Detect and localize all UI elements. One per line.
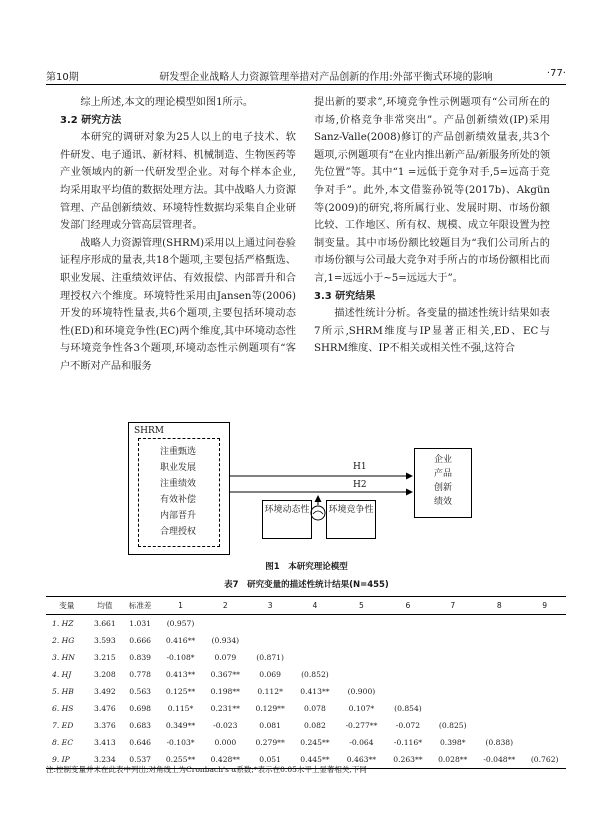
section-heading-3-3: 3.3 研究结果 [314, 290, 376, 302]
variable-cell: 5. HB [52, 687, 74, 696]
dimension-item: 注重绩效 [159, 479, 196, 489]
column-header: 5 [337, 597, 385, 615]
value-cell: (0.825) [438, 721, 467, 730]
variable-cell: 9. IP [46, 751, 88, 769]
value-cell: 0.563 [129, 687, 152, 696]
table-row [46, 632, 566, 649]
value-cell: -0.048** [475, 751, 523, 769]
table-row [46, 717, 566, 734]
value-cell [523, 666, 566, 683]
value-cell: 0.107* [348, 704, 375, 713]
table-row [46, 666, 566, 683]
page-number: ·77· [546, 68, 566, 79]
value-cell: 0.125** [165, 687, 196, 696]
value-cell [293, 615, 338, 633]
value-cell: 0.079 [214, 653, 237, 662]
value-cell: (0.762) [523, 751, 566, 769]
value-cell: (0.852) [301, 670, 329, 679]
table-note: 注:控制变量并未在此表中列出;对角线上为Cronbach's α系数;*表示在0.05水平上显著相关,下同 [46, 765, 367, 774]
research-model-figure [128, 422, 475, 555]
value-cell [430, 649, 475, 666]
moderator-circle [311, 506, 325, 520]
dimension-item: 注重甄选 [159, 447, 196, 457]
value-cell [523, 683, 566, 700]
value-cell: 3.376 [93, 721, 116, 730]
column-header: 标准差 [122, 597, 158, 615]
value-cell: 3.413 [93, 738, 116, 747]
value-cell [430, 666, 475, 683]
value-cell: 3.492 [93, 687, 116, 696]
value-cell: 3.215 [93, 653, 116, 662]
value-cell [386, 683, 431, 700]
value-cell: 0.078 [304, 704, 326, 713]
value-cell [523, 700, 566, 717]
value-cell [475, 700, 523, 717]
value-cell [293, 632, 338, 649]
value-cell [523, 734, 566, 751]
variable-cell: 2. HG [52, 636, 75, 645]
column-header: 变量 [46, 597, 88, 615]
table-row [46, 683, 566, 700]
value-cell: 0.698 [129, 704, 152, 713]
value-cell: 0.028** [430, 751, 475, 769]
header-rule [46, 84, 566, 85]
paragraph: 本研究的调研对象为25人以上的电子技术、软件研发、电子通讯、新材料、机械制造、生物医药等产业领域内的新一代研发型企业。对每个样本企业,均采用取平均值的数据处理方法。其中战略人力资源管理、产品创新绩效、环境特性数据均采集自企业研发部门经理或分管高层管理者。 [60, 132, 296, 232]
value-cell [293, 649, 338, 666]
value-cell [475, 683, 523, 700]
value-cell [430, 632, 475, 649]
value-cell: (0.934) [211, 636, 240, 645]
column-header: 7 [430, 597, 475, 615]
value-cell: 0.231** [210, 704, 240, 713]
value-cell: 3.661 [93, 619, 116, 628]
value-cell [523, 717, 566, 734]
paragraph: 战略人力资源管理(SHRM)采用以上通过问卷验证程序形成的量表,共18个题项,主要包括严格甄选、职业发展、注重绩效评估、有效报偿、内部晋升和合理授权六个维度。环境特性采用由Jansen等(2006)开发的环境特性量表,共6个题项,主要包括环境动态性(ED)和环境竞争性(EC)两个维度,其中环境动态性与环境竞争性各3个题项,环境动态性示例题项有“客户不断对产品和服务 [60, 237, 296, 372]
variable-cell: 7. ED [52, 721, 74, 730]
variable-cell: 1. HZ [52, 619, 74, 628]
paragraph: 综上所述,本文的理论模型如图1所示。 [80, 97, 254, 108]
issue-number: 第10期 [46, 72, 79, 83]
right-column [314, 94, 550, 358]
value-cell: 0.683 [129, 721, 152, 730]
value-cell [337, 666, 385, 683]
value-cell: 0.367** [210, 670, 240, 679]
column-header: 9 [523, 597, 566, 615]
value-cell: (0.854) [394, 704, 422, 713]
table-row [46, 649, 566, 666]
value-cell [248, 615, 293, 633]
value-cell: -0.103* [166, 738, 195, 747]
value-cell [475, 717, 523, 734]
value-cell: (0.838) [485, 738, 514, 747]
table-row [46, 734, 566, 751]
variable-cell: 4. HJ [52, 670, 72, 679]
paragraph: 提出新的要求”,环境竞争性示例题项有“公司所在的市场,价格竞争非常突出”。产品创新绩效(IP)采用Sanz-Valle(2008)修订的产品创新绩效量表,共3个题项,示例题项有“在业内推出新产品/新服务所处的领先位置”等。其中“1 =远低于竞争对手,5=远高于竞争对手”。此外,本文借鉴孙锐等(2017b)、Akgün 等(2009)的研究,将所属行业、发展时期、市场份额比较、工作地区、所有权、规模、成立年限设置为控制变量。其中市场份额比较题目为“我们公司所占的市场份额与公司最大竞争对手所占的市场份额相比而言,1=远远小于~5=远远大于”。 [314, 97, 551, 284]
value-cell: 0.129** [255, 704, 285, 713]
value-cell: (0.871) [256, 653, 284, 662]
column-header: 8 [475, 597, 523, 615]
column-header: 6 [386, 597, 431, 615]
value-cell [337, 632, 385, 649]
value-cell: -0.277** [345, 721, 378, 730]
value-cell [430, 683, 475, 700]
value-cell: 3.208 [93, 670, 116, 679]
paragraph: 描述性统计分析。各变量的描述性统计结果如表7所示,SHRM维度与IP显著正相关,ED、EC与SHRM维度、IP不相关或相关性不强,这符合 [314, 308, 550, 355]
dimension-item: 职业发展 [159, 463, 196, 473]
descriptive-statistics-table [46, 596, 566, 769]
value-cell: 0.082 [304, 721, 326, 730]
value-cell [386, 615, 431, 633]
dimension-item: 合理授权 [159, 527, 196, 537]
value-cell: 3.593 [93, 636, 116, 645]
value-cell: (0.900) [347, 687, 376, 696]
table-row [46, 615, 566, 633]
variable-cell: 3. HN [52, 653, 75, 662]
value-cell: 3.234 [88, 751, 123, 769]
dimension-item: 有效补偿 [159, 495, 196, 505]
value-cell: 0.263** [386, 751, 431, 769]
value-cell: 0.839 [129, 653, 152, 662]
value-cell: -0.064 [349, 738, 374, 747]
h1-label: H1 [353, 462, 367, 472]
value-cell [430, 615, 475, 633]
value-cell: 0.537 [122, 751, 158, 769]
value-cell: 0.069 [259, 670, 281, 679]
h2-label: H2 [353, 480, 367, 490]
value-cell [248, 632, 293, 649]
shrm-label: SHRM [134, 426, 165, 436]
value-cell: 0.198** [210, 687, 240, 696]
value-cell [203, 615, 248, 633]
table-row [46, 700, 566, 717]
value-cell: 0.666 [129, 636, 152, 645]
value-cell: 0.428** [203, 751, 248, 769]
value-cell: 0.051 [248, 751, 293, 769]
column-header: 4 [293, 597, 338, 615]
value-cell: 0.646 [129, 738, 152, 747]
value-cell: 0.445** [293, 751, 338, 769]
value-cell: 3.476 [93, 704, 116, 713]
column-header: 1 [158, 597, 203, 615]
dimension-item: 内部晋升 [159, 511, 196, 521]
value-cell: -0.108* [166, 653, 195, 662]
value-cell [386, 632, 431, 649]
value-cell: 0.413** [300, 687, 330, 696]
variable-cell: 6. HS [52, 704, 74, 713]
value-cell: -0.023 [213, 721, 238, 730]
table-caption: 表7 研究变量的描述性统计结果(N=455) [224, 580, 389, 590]
value-cell [475, 632, 523, 649]
value-cell [337, 615, 385, 633]
table-header-row [46, 597, 566, 615]
value-cell [386, 666, 431, 683]
env-competitiveness-box: 环境竞争性 [326, 500, 376, 539]
section-heading-3-2: 3.2 研究方法 [60, 114, 122, 126]
value-cell [337, 649, 385, 666]
value-cell [523, 649, 566, 666]
value-cell: 0.398* [439, 738, 466, 747]
value-cell: 0.416** [165, 636, 196, 645]
innovation-performance-box: 企业产品创新绩效 [414, 448, 472, 518]
value-cell [386, 649, 431, 666]
value-cell [523, 615, 566, 633]
value-cell [475, 649, 523, 666]
value-cell: 0.245** [300, 738, 330, 747]
value-cell [475, 666, 523, 683]
value-cell: 0.413** [165, 670, 196, 679]
left-column [60, 94, 296, 376]
column-header: 2 [203, 597, 248, 615]
column-header: 3 [248, 597, 293, 615]
value-cell [430, 700, 475, 717]
value-cell: 0.081 [259, 721, 281, 730]
value-cell: (0.957) [166, 619, 195, 628]
value-cell: 0.000 [214, 738, 237, 747]
value-cell: 0.112* [257, 687, 283, 696]
running-title: 研发型企业战略人力资源管理举措对产品创新的作用:外部平衡式环境的影响 [159, 72, 493, 83]
value-cell: 0.279** [255, 738, 285, 747]
variable-cell: 8. EC [52, 738, 74, 747]
value-cell: 0.778 [129, 670, 152, 679]
value-cell: 0.463** [337, 751, 385, 769]
figure-caption: 图1 本研究理论模型 [265, 562, 348, 572]
value-cell [475, 615, 523, 633]
value-cell [523, 632, 566, 649]
value-cell: -0.072 [395, 721, 421, 730]
env-dynamism-box: 环境动态性 [262, 500, 312, 539]
value-cell: 0.115* [167, 704, 194, 713]
value-cell: -0.116* [393, 738, 422, 747]
value-cell: 0.349** [165, 721, 196, 730]
value-cell: 0.255** [158, 751, 203, 769]
running-header [46, 66, 566, 84]
column-header: 均值 [88, 597, 123, 615]
value-cell: 1.031 [129, 619, 152, 628]
